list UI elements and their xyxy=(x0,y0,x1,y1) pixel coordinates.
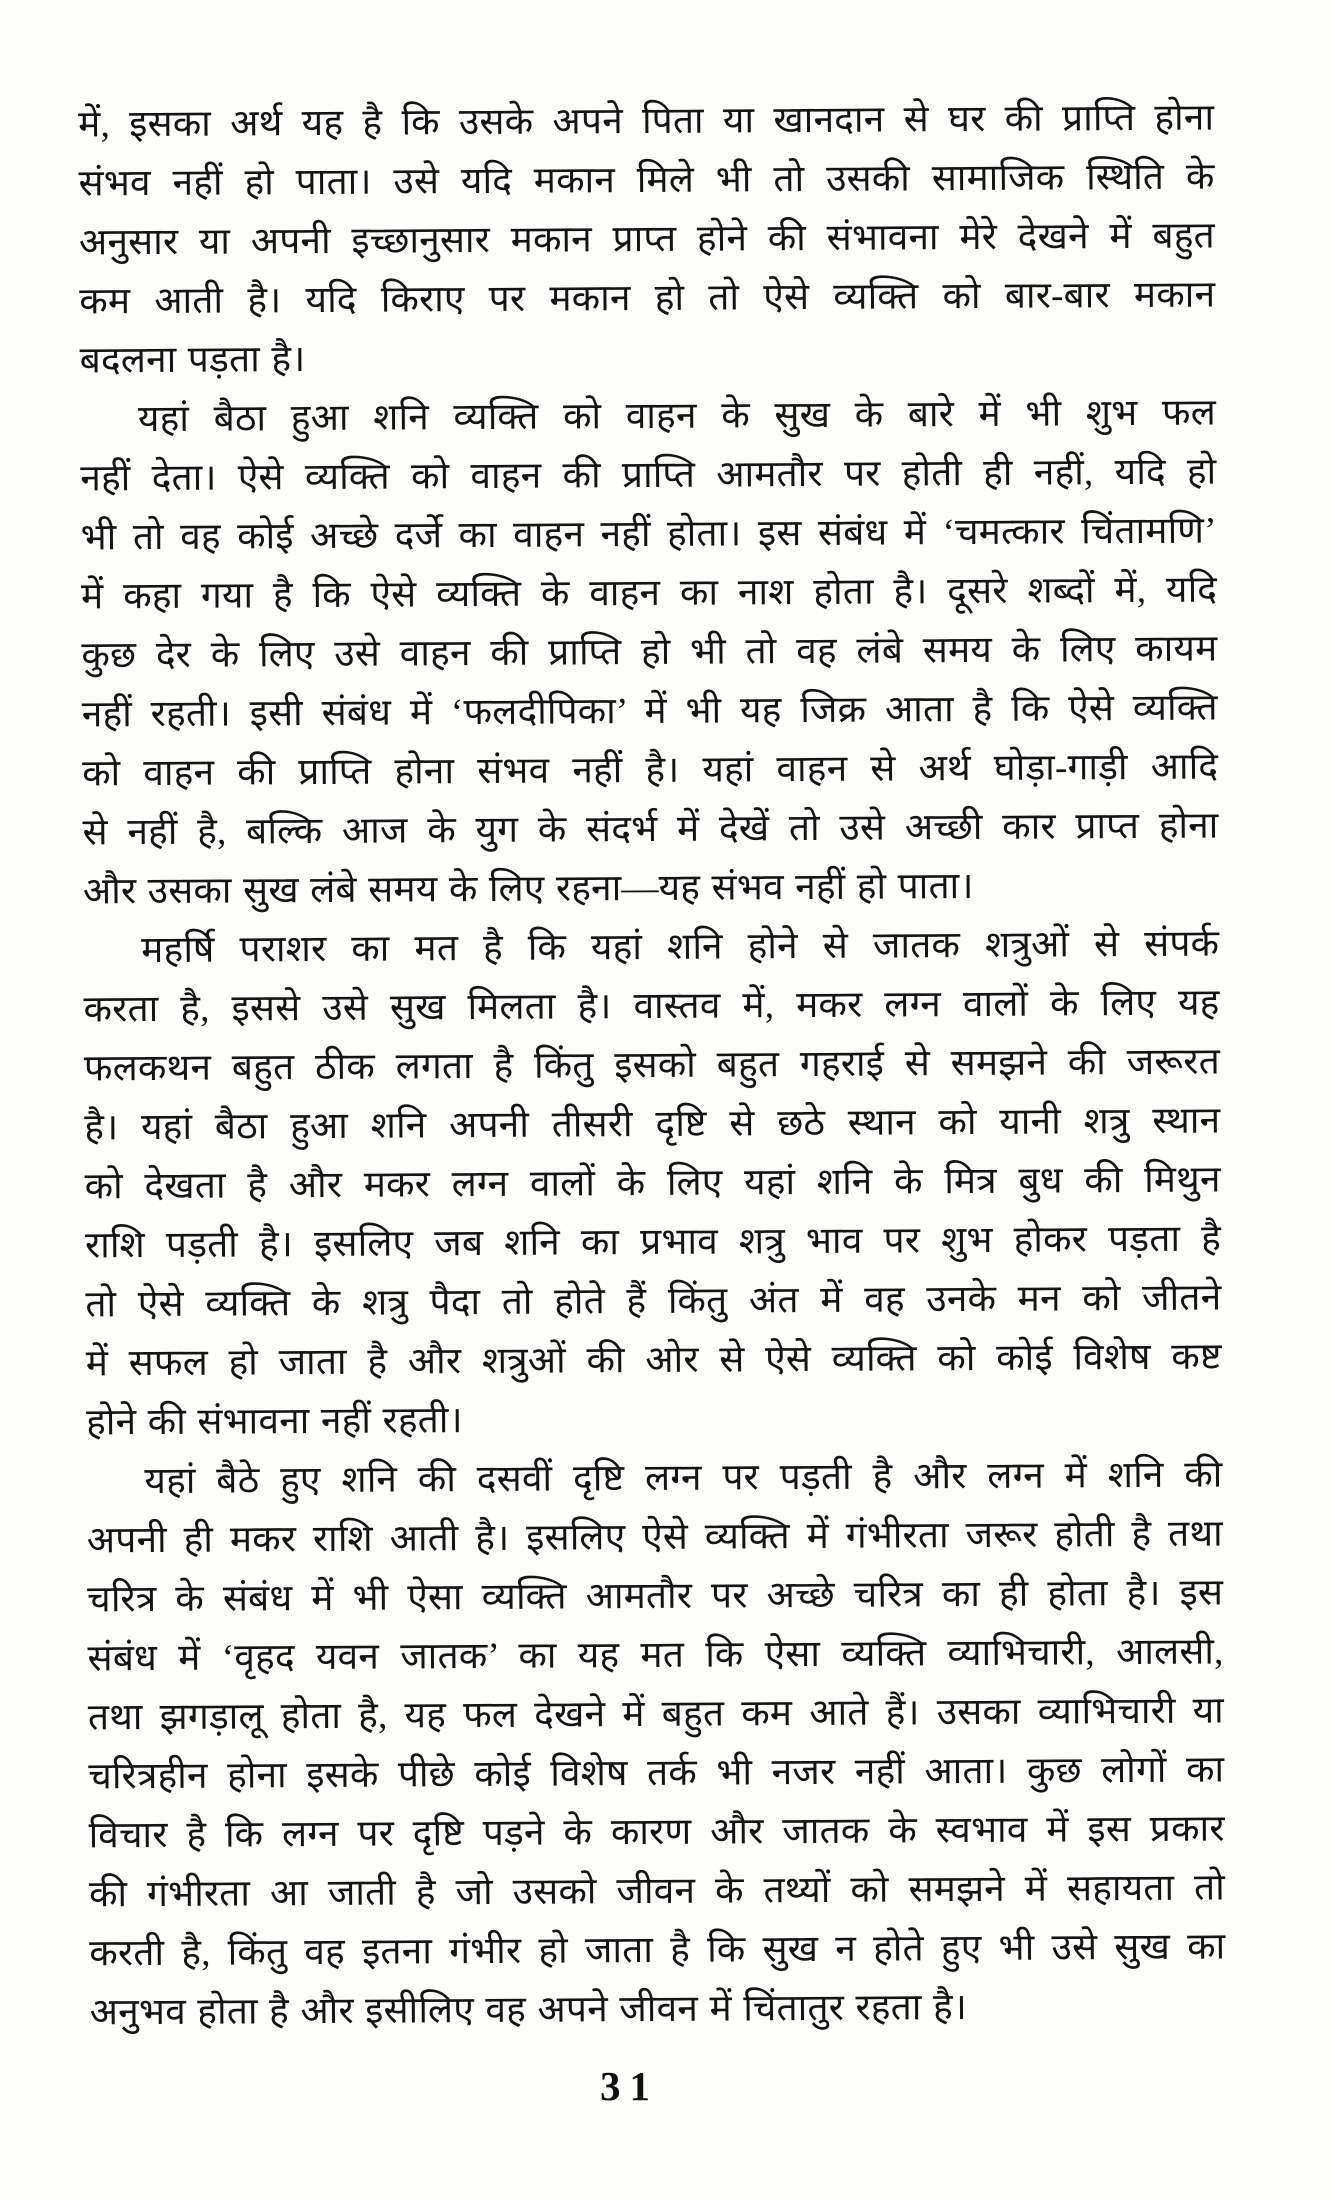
text-line: अपनी ही मकर राशि आती है। इसलिए ऐसे व्यक्ति में गंभीरता जरूर होती है तथा xyxy=(86,1513,1223,1562)
text-line: चरित्रहीन होना इसके पीछे कोई विशेष तर्क भी नजर नहीं आता। कुछ लोगों का xyxy=(88,1749,1225,1798)
page-number: 31 xyxy=(600,2063,659,2109)
text-line: विचार है कि लग्न पर दृष्टि पड़ने के कारण और जातक के स्वभाव में इस प्रकार xyxy=(88,1808,1225,1857)
page-text xyxy=(78,89,1226,2043)
text-line: में, इसका अर्थ यह है कि उसके अपने पिता या खानदान से घर की प्राप्ति होना xyxy=(78,97,1215,146)
text-line: कुछ देर के लिए उसे वाहन की प्राप्ति हो भी तो वह लंबे समय के लिए कायम xyxy=(81,628,1218,677)
text-line: कम आती है। यदि किराए पर मकान हो तो ऐसे व्यक्ति को बार-बार मकान xyxy=(79,274,1216,323)
text-line: संभव नहीं हो पाता। उसे यदि मकान मिले भी तो उसकी सामाजिक स्थिति के xyxy=(78,156,1215,205)
text-line: में सफल हो जाता है और शत्रुओं की ओर से ऐसे व्यक्ति को कोई विशेष कष्ट xyxy=(85,1336,1222,1385)
text-line: होने की संभावना नहीं रहती। xyxy=(85,1400,463,1444)
text-line: को वाहन की प्राप्ति होना संभव नहीं है। यहां वाहन से अर्थ घोड़ा-गाड़ी आदि xyxy=(82,746,1219,795)
text-line: और उसका सुख लंबे समय के लिए रहना—यह संभव नहीं हो पाता। xyxy=(82,866,974,913)
text-line: तो ऐसे व्यक्ति के शत्रु पैदा तो होते हैं किंतु अंत में वह उनके मन को जीतने xyxy=(85,1277,1222,1326)
text-line: यहां बैठा हुआ शनि व्यक्ति को वाहन के सुख के बारे में भी शुभ फल xyxy=(137,392,1217,441)
paragraph xyxy=(78,89,1216,391)
text-line: भी तो वह कोई अच्छे दर्जे का वाहन नहीं होता। इस संबंध में ‘चमत्कार चिंतामणि’ xyxy=(80,510,1217,559)
text-line: राशि पड़ती है। इसलिए जब शनि का प्रभाव शत्रु भाव पर शुभ होकर पड़ता है xyxy=(84,1218,1222,1267)
paragraph xyxy=(83,915,1222,1453)
text-line: से नहीं है, बल्कि आज के युग के संदर्भ में देखें तो उसे अच्छी कार प्राप्त होना xyxy=(82,805,1219,854)
paragraph xyxy=(80,384,1219,922)
text-line: अनुसार या अपनी इच्छानुसार मकान प्राप्त होने की संभावना मेरे देखने में बहुत xyxy=(78,215,1216,264)
text-line: नहीं रहती। इसी संबंध में ‘फलदीपिका’ में भी यह जिक्र आता है कि ऐसे व्यक्ति xyxy=(81,687,1218,736)
text-line: नहीं देता। ऐसे व्यक्ति को वाहन की प्राप्ति आमतौर पर होती ही नहीं, यदि हो xyxy=(80,451,1217,500)
text-line: की गंभीरता आ जाती है जो उसको जीवन के तथ्यों को समझने में सहायता तो xyxy=(88,1867,1226,1916)
paragraph xyxy=(86,1446,1226,2043)
text-line: बदलना पड़ता है। xyxy=(79,339,306,382)
text-line: तथा झगड़ालू होता है, यह फल देखने में बहुत कम आते हैं। उसका व्याभिचारी या xyxy=(87,1690,1225,1739)
text-line: फलकथन बहुत ठीक लगता है किंतु इसको बहुत गहराई से समझने की जरूरत xyxy=(83,1041,1221,1090)
text-line: करता है, इससे उसे सुख मिलता है। वास्तव में, मकर लग्न वालों के लिए यह xyxy=(83,982,1220,1031)
text-line: संबंध में ‘वृहद यवन जातक’ का यह मत कि ऐसा व्यक्ति व्याभिचारी, आलसी, xyxy=(87,1631,1224,1680)
text-line: को देखता है और मकर लग्न वालों के लिए यहां शनि के मित्र बुध की मिथुन xyxy=(84,1159,1221,1208)
text-line: है। यहां बैठा हुआ शनि अपनी तीसरी दृष्टि से छठे स्थान को यानी शत्रु स्थान xyxy=(84,1100,1221,1149)
text-line: चरित्र के संबंध में भी ऐसा व्यक्ति आमतौर पर अच्छे चरित्र का ही होता है। इस xyxy=(87,1572,1224,1621)
text-line: करती है, किंतु वह इतना गंभीर हो जाता है कि सुख न होते हुए भी उसे सुख का xyxy=(89,1926,1226,1975)
text-line: यहां बैठे हुए शनि की दसवीं दृष्टि लग्न पर पड़ती है और लग्न में शनि की xyxy=(144,1454,1223,1503)
text-line: महर्षि पराशर का मत है कि यहां शनि होने से जातक शत्रुओं से संपर्क xyxy=(141,923,1220,972)
text-line: अनुभव होता है और इसीलिए वह अपने जीवन में चिंतातुर रहता है। xyxy=(89,1987,968,2034)
text-line: में कहा गया है कि ऐसे व्यक्ति के वाहन का नाश होता है। दूसरे शब्दों में, यदि xyxy=(80,569,1218,618)
